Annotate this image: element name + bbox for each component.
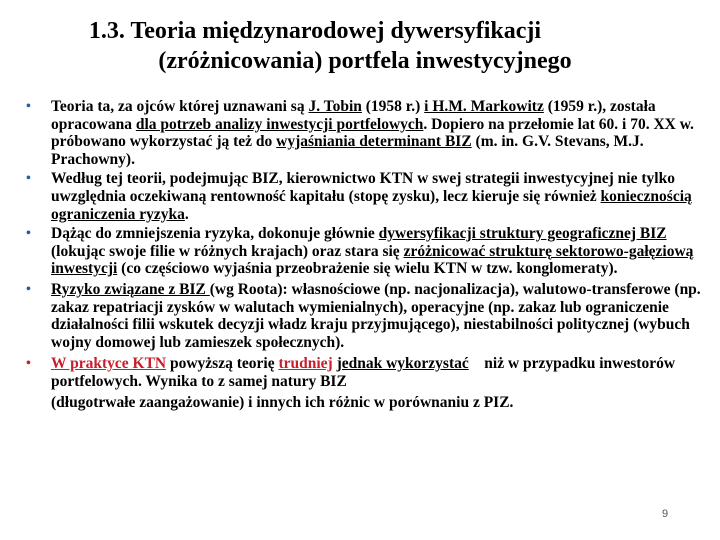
bullet-item [24, 170, 704, 223]
text-segment: (m. in. G.V. Stevans, M.J. Prachowny). [51, 133, 644, 168]
bullet-dot-icon: • [26, 281, 31, 297]
text-segment-underlined-red: W praktyce KTN [51, 355, 167, 373]
text-segment: Dążąc do zmniejszenia ryzyka, dokonuje głównie [51, 225, 379, 243]
bullet-text [51, 225, 693, 277]
bullet-dot-icon: • [26, 171, 31, 187]
bullet-item [24, 98, 704, 168]
text-segment-underlined: dywersyfikacji struktury geograficznej BIZ [378, 225, 667, 243]
text-segment-underlined: Ryzyko związane z BIZ [51, 280, 210, 298]
text-segment: powyższą teorię [166, 355, 279, 373]
bullet-dot-icon: • [26, 99, 31, 114]
text-segment-underlined: jednak wykorzystać [336, 355, 469, 373]
text-last-line: (długotrwałe zaangażowanie) i innych ich różnic w porównaniu z PIZ. [51, 393, 514, 411]
text-segment: (lokując swoje filie w różnych krajach) oraz stara się [51, 242, 404, 260]
page-number: 9 [662, 508, 669, 520]
text-segment-underlined: i H.M. Markowitz [424, 98, 544, 115]
bullet-text [51, 170, 692, 222]
text-segment-underlined: dla potrzeb analizy inwestycji portfelowych [135, 115, 424, 133]
text-segment-underlined: koniecznością ograniczenia ryzyka [51, 187, 692, 223]
text-segment-underlined: zróżnicować strukturę sektorowo-gałęziową inwestycji [51, 242, 694, 278]
text-segment: Teoria ta, za ojców której uznawani są [51, 98, 309, 115]
text-segment: (co częściowo wyjaśnia przeobrażenie się wielu KTN w tzw. konglomeraty). [117, 260, 618, 278]
bullet-text [51, 281, 701, 351]
bullet-list [24, 98, 704, 413]
text-segment: Według tej teorii, podejmując BIZ, kierownictwo KTN w swej strategii inwestycyjnej nie tylko uwzględnia oczekiwaną rentowność kapitału (stopę zysku), lecz kieruje się również [51, 170, 675, 205]
text-segment: niż w przypadku inwestorów portfelowych. Wynika to z samej natury BIZ [51, 355, 679, 390]
bullet-dot-icon: • [26, 356, 31, 372]
title-line-2: (zróżnicowania) portfela inwestycyjnego [158, 48, 572, 74]
bullet-text [51, 355, 704, 411]
bullet-item [24, 225, 704, 278]
text-segment: . Dopiero na przełomie lat 60. i 70. XX w. próbowano wykorzystać ją też do [51, 115, 694, 151]
text-segment: . [184, 205, 189, 223]
text-segment: (1959 r.), została opracowana [51, 98, 656, 133]
slide-title [0, 16, 720, 76]
text-segment-underlined-red: trudniej [278, 355, 333, 373]
bullet-item [24, 355, 704, 411]
bullet-item [24, 281, 704, 351]
bullet-text [51, 98, 694, 168]
bullet-dot-icon: • [26, 226, 31, 242]
text-segment-underlined: wyjaśniania determinant BIZ [276, 133, 472, 151]
text-segment: (wg Roota): własnościowe (np. nacjonalizacja), walutowo-transferowe (np. zakaz repatriacji zysków w walutach wymienialnych), operacyjne (np. zakaz lub ograniczenie działalności filii wskutek decyzji władz kraju przyjmującego), niestabilności politycznej (wybuch wojny domowej lub zamieszek społecznych). [51, 280, 701, 351]
text-segment-underlined: J. Tobin [308, 98, 362, 115]
title-line-1: 1.3. Teoria międzynarodowej dywersyfikacji [88, 18, 542, 44]
text-segment: (1958 r.) [361, 98, 425, 115]
